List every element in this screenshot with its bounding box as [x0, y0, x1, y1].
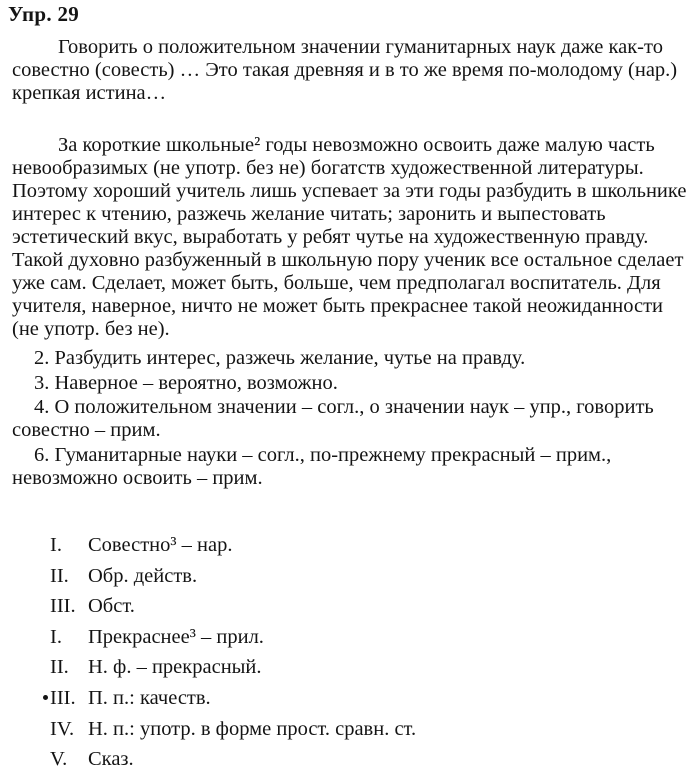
analysis-number: II. [50, 564, 69, 587]
analysis-text: Н. п.: употр. в форме прост. сравн. ст. [88, 717, 417, 740]
note-item: 4. О положительном значении – согл., о значении наук – упр., говорить совестно – прим. [12, 396, 654, 441]
intro-paragraph [12, 36, 690, 105]
note-item: 2. Разбудить интерес, разжечь желание, чутье на правду. [34, 347, 526, 369]
bullet-dot-icon [43, 695, 48, 700]
exercise-title: Упр. 29 [8, 2, 80, 26]
analysis-row [50, 534, 416, 557]
analysis-number: III. [50, 687, 88, 710]
analysis-number: III. [50, 595, 76, 618]
note-item: 3. Наверное – вероятно, возможно. [34, 371, 338, 394]
intro-text: Говорить о положительном значении гуманитарных наук даже как-то совестно (совесть) … Это такая древняя и в то же время по-молодому (нар.) крепкая истина… [12, 36, 678, 104]
analysis-row [50, 565, 416, 588]
analysis-text: Обр. действ. [88, 564, 198, 587]
analysis-number: I. [50, 625, 62, 648]
analysis-text: Сказ. [88, 748, 134, 771]
analysis-row [50, 687, 416, 710]
analysis-row [50, 656, 416, 679]
analysis-text: Совестно³ – нар. [88, 534, 233, 556]
analysis-row [50, 626, 416, 649]
note-item: 6. Гуманитарные науки – согл., по-прежнему прекрасный – прим., невозможно освоить – прим. [12, 443, 612, 489]
analysis-row [50, 748, 416, 771]
analysis-number: IV. [50, 717, 75, 740]
analysis-row [50, 595, 416, 618]
analysis-row [50, 718, 416, 741]
main-text: За короткие школьные² годы невозможно освоить даже малую часть невообразимых (не употр. без не) богатств художественной литературы. Поэтому хороший учитель лишь успевает за эти годы разбудить в школьнике интерес к чтению, разжечь желание читать; заронить и выпестовать эстетический вкус, выработать у ребят чутье на художественную правду. Такой духовно разбуженный в школьную пору ученик все остальное сделает уже сам. Сделает, может быть, больше, чем предполагал воспитатель. Для учителя, наверное, ничто не может быть прекраснее такой неожиданности (не употр. без не). [12, 134, 687, 340]
analysis-text: Прекраснее³ – прил. [88, 625, 264, 648]
main-paragraph [12, 134, 690, 341]
analysis-text: Н. ф. – прекрасный. [88, 656, 262, 679]
analysis-number: II. [50, 656, 69, 679]
analysis-list [50, 534, 416, 779]
analysis-text: П. п.: качеств. [88, 686, 211, 709]
notes-list [12, 347, 690, 491]
analysis-text: Обст. [88, 595, 135, 618]
analysis-number: V. [50, 748, 68, 771]
analysis-number: I. [50, 534, 62, 556]
